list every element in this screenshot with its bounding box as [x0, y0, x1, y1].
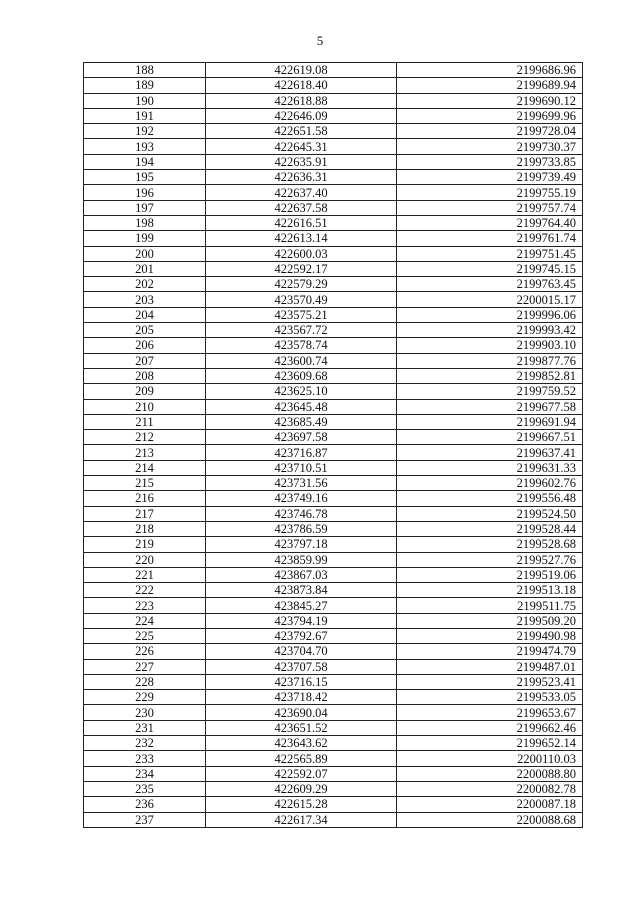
x-coordinate-cell: 423859.99 [206, 552, 397, 567]
table-row [84, 674, 583, 689]
y-coordinate-cell: 2200110.03 [397, 751, 583, 766]
y-coordinate-cell: 2200087.18 [397, 797, 583, 812]
table-row [84, 797, 583, 812]
point-number-cell: 212 [84, 430, 206, 445]
table-row [84, 78, 583, 93]
y-coordinate-cell: 2199662.46 [397, 720, 583, 735]
x-coordinate-cell: 423570.49 [206, 292, 397, 307]
x-coordinate-cell: 423690.04 [206, 705, 397, 720]
table-row [84, 460, 583, 475]
table-row [84, 231, 583, 246]
table-row [84, 307, 583, 322]
point-number-cell: 210 [84, 399, 206, 414]
y-coordinate-cell: 2199523.41 [397, 674, 583, 689]
y-coordinate-cell: 2199602.76 [397, 476, 583, 491]
point-number-cell: 218 [84, 521, 206, 536]
y-coordinate-cell: 2199759.52 [397, 384, 583, 399]
x-coordinate-cell: 423716.15 [206, 674, 397, 689]
point-number-cell: 209 [84, 384, 206, 399]
point-number-cell: 220 [84, 552, 206, 567]
point-number-cell: 213 [84, 445, 206, 460]
x-coordinate-cell: 423697.58 [206, 430, 397, 445]
x-coordinate-cell: 423867.03 [206, 567, 397, 582]
x-coordinate-cell: 422565.89 [206, 751, 397, 766]
table-row [84, 277, 583, 292]
x-coordinate-cell: 422609.29 [206, 781, 397, 796]
table-row [84, 628, 583, 643]
x-coordinate-cell: 423794.19 [206, 613, 397, 628]
table-row [84, 506, 583, 521]
table-row [84, 384, 583, 399]
x-coordinate-cell: 423873.84 [206, 583, 397, 598]
point-number-cell: 203 [84, 292, 206, 307]
y-coordinate-cell: 2199490.98 [397, 628, 583, 643]
table-row [84, 445, 583, 460]
point-number-cell: 193 [84, 139, 206, 154]
table-row [84, 598, 583, 613]
y-coordinate-cell: 2199637.41 [397, 445, 583, 460]
point-number-cell: 224 [84, 613, 206, 628]
y-coordinate-cell: 2199513.18 [397, 583, 583, 598]
table-row [84, 124, 583, 139]
table-row [84, 751, 583, 766]
table-row [84, 246, 583, 261]
table-row [84, 430, 583, 445]
x-coordinate-cell: 423625.10 [206, 384, 397, 399]
x-coordinate-cell: 423567.72 [206, 323, 397, 338]
table-row [84, 736, 583, 751]
point-number-cell: 191 [84, 108, 206, 123]
table-row [84, 537, 583, 552]
y-coordinate-cell: 2199903.10 [397, 338, 583, 353]
y-coordinate-cell: 2199519.06 [397, 567, 583, 582]
point-number-cell: 195 [84, 170, 206, 185]
x-coordinate-cell: 422592.07 [206, 766, 397, 781]
table-row [84, 170, 583, 185]
y-coordinate-cell: 2199852.81 [397, 368, 583, 383]
y-coordinate-cell: 2199509.20 [397, 613, 583, 628]
x-coordinate-cell: 423600.74 [206, 353, 397, 368]
y-coordinate-cell: 2199993.42 [397, 323, 583, 338]
table-row [84, 399, 583, 414]
table-row [84, 720, 583, 735]
x-coordinate-cell: 422635.91 [206, 154, 397, 169]
y-coordinate-cell: 2200088.68 [397, 812, 583, 827]
page-number: 5 [316, 33, 324, 48]
y-coordinate-cell: 2199677.58 [397, 399, 583, 414]
y-coordinate-cell: 2199474.79 [397, 644, 583, 659]
x-coordinate-cell: 422636.31 [206, 170, 397, 185]
table-row [84, 292, 583, 307]
point-number-cell: 234 [84, 766, 206, 781]
table-row [84, 323, 583, 338]
y-coordinate-cell: 2199728.04 [397, 124, 583, 139]
table-row [84, 552, 583, 567]
point-number-cell: 189 [84, 78, 206, 93]
table-row [84, 63, 583, 78]
y-coordinate-cell: 2199689.94 [397, 78, 583, 93]
point-number-cell: 232 [84, 736, 206, 751]
table-row [84, 644, 583, 659]
table-row [84, 567, 583, 582]
point-number-cell: 192 [84, 124, 206, 139]
point-number-cell: 188 [84, 63, 206, 78]
y-coordinate-cell: 2199527.76 [397, 552, 583, 567]
y-coordinate-cell: 2200088.80 [397, 766, 583, 781]
x-coordinate-cell: 423710.51 [206, 460, 397, 475]
x-coordinate-cell: 422618.40 [206, 78, 397, 93]
x-coordinate-cell: 423643.62 [206, 736, 397, 751]
point-number-cell: 201 [84, 261, 206, 276]
x-coordinate-cell: 422615.28 [206, 797, 397, 812]
point-number-cell: 199 [84, 231, 206, 246]
x-coordinate-cell: 422637.40 [206, 185, 397, 200]
point-number-cell: 230 [84, 705, 206, 720]
point-number-cell: 200 [84, 246, 206, 261]
y-coordinate-cell: 2199730.37 [397, 139, 583, 154]
point-number-cell: 211 [84, 414, 206, 429]
table-row [84, 338, 583, 353]
point-number-cell: 204 [84, 307, 206, 322]
table-row [84, 766, 583, 781]
point-number-cell: 233 [84, 751, 206, 766]
table-row [84, 368, 583, 383]
coordinates-table-body [84, 63, 583, 828]
x-coordinate-cell: 422613.14 [206, 231, 397, 246]
point-number-cell: 198 [84, 215, 206, 230]
y-coordinate-cell: 2199699.96 [397, 108, 583, 123]
y-coordinate-cell: 2199487.01 [397, 659, 583, 674]
x-coordinate-cell: 422592.17 [206, 261, 397, 276]
point-number-cell: 206 [84, 338, 206, 353]
point-number-cell: 217 [84, 506, 206, 521]
y-coordinate-cell: 2199686.96 [397, 63, 583, 78]
point-number-cell: 216 [84, 491, 206, 506]
y-coordinate-cell: 2199667.51 [397, 430, 583, 445]
table-row [84, 491, 583, 506]
point-number-cell: 196 [84, 185, 206, 200]
y-coordinate-cell: 2199757.74 [397, 200, 583, 215]
point-number-cell: 219 [84, 537, 206, 552]
table-row [84, 781, 583, 796]
x-coordinate-cell: 423746.78 [206, 506, 397, 521]
point-number-cell: 202 [84, 277, 206, 292]
y-coordinate-cell: 2199691.94 [397, 414, 583, 429]
point-number-cell: 226 [84, 644, 206, 659]
point-number-cell: 237 [84, 812, 206, 827]
table-row [84, 108, 583, 123]
y-coordinate-cell: 2199877.76 [397, 353, 583, 368]
point-number-cell: 205 [84, 323, 206, 338]
y-coordinate-cell: 2199764.40 [397, 215, 583, 230]
x-coordinate-cell: 422616.51 [206, 215, 397, 230]
table-row [84, 215, 583, 230]
y-coordinate-cell: 2199745.15 [397, 261, 583, 276]
x-coordinate-cell: 422619.08 [206, 63, 397, 78]
x-coordinate-cell: 423749.16 [206, 491, 397, 506]
point-number-cell: 235 [84, 781, 206, 796]
point-number-cell: 231 [84, 720, 206, 735]
y-coordinate-cell: 2199652.14 [397, 736, 583, 751]
table-row [84, 583, 583, 598]
x-coordinate-cell: 422651.58 [206, 124, 397, 139]
x-coordinate-cell: 422579.29 [206, 277, 397, 292]
table-row [84, 613, 583, 628]
y-coordinate-cell: 2199528.44 [397, 521, 583, 536]
table-row [84, 690, 583, 705]
y-coordinate-cell: 2199996.06 [397, 307, 583, 322]
x-coordinate-cell: 422617.34 [206, 812, 397, 827]
x-coordinate-cell: 423575.21 [206, 307, 397, 322]
x-coordinate-cell: 422637.58 [206, 200, 397, 215]
point-number-cell: 229 [84, 690, 206, 705]
point-number-cell: 236 [84, 797, 206, 812]
x-coordinate-cell: 422600.03 [206, 246, 397, 261]
table-row [84, 705, 583, 720]
x-coordinate-cell: 423797.18 [206, 537, 397, 552]
y-coordinate-cell: 2199761.74 [397, 231, 583, 246]
y-coordinate-cell: 2199528.68 [397, 537, 583, 552]
point-number-cell: 207 [84, 353, 206, 368]
x-coordinate-cell: 423792.67 [206, 628, 397, 643]
point-number-cell: 197 [84, 200, 206, 215]
table-row [84, 185, 583, 200]
x-coordinate-cell: 423845.27 [206, 598, 397, 613]
table-row [84, 353, 583, 368]
point-number-cell: 228 [84, 674, 206, 689]
table-row [84, 659, 583, 674]
point-number-cell: 208 [84, 368, 206, 383]
table-row [84, 261, 583, 276]
table-row [84, 521, 583, 536]
table-row [84, 93, 583, 108]
y-coordinate-cell: 2199733.85 [397, 154, 583, 169]
y-coordinate-cell: 2200082.78 [397, 781, 583, 796]
x-coordinate-cell: 422646.09 [206, 108, 397, 123]
table-row [84, 200, 583, 215]
point-number-cell: 225 [84, 628, 206, 643]
y-coordinate-cell: 2199739.49 [397, 170, 583, 185]
x-coordinate-cell: 423716.87 [206, 445, 397, 460]
table-row [84, 139, 583, 154]
y-coordinate-cell: 2199763.45 [397, 277, 583, 292]
point-number-cell: 221 [84, 567, 206, 582]
x-coordinate-cell: 422618.88 [206, 93, 397, 108]
x-coordinate-cell: 422645.31 [206, 139, 397, 154]
x-coordinate-cell: 423786.59 [206, 521, 397, 536]
x-coordinate-cell: 423645.48 [206, 399, 397, 414]
y-coordinate-cell: 2199755.19 [397, 185, 583, 200]
y-coordinate-cell: 2199631.33 [397, 460, 583, 475]
x-coordinate-cell: 423685.49 [206, 414, 397, 429]
point-number-cell: 222 [84, 583, 206, 598]
y-coordinate-cell: 2199511.75 [397, 598, 583, 613]
y-coordinate-cell: 2200015.17 [397, 292, 583, 307]
y-coordinate-cell: 2199751.45 [397, 246, 583, 261]
y-coordinate-cell: 2199653.67 [397, 705, 583, 720]
y-coordinate-cell: 2199690.12 [397, 93, 583, 108]
x-coordinate-cell: 423718.42 [206, 690, 397, 705]
x-coordinate-cell: 423651.52 [206, 720, 397, 735]
x-coordinate-cell: 423609.68 [206, 368, 397, 383]
point-number-cell: 214 [84, 460, 206, 475]
x-coordinate-cell: 423704.70 [206, 644, 397, 659]
point-number-cell: 223 [84, 598, 206, 613]
coordinates-table [83, 62, 583, 828]
point-number-cell: 215 [84, 476, 206, 491]
x-coordinate-cell: 423731.56 [206, 476, 397, 491]
point-number-cell: 227 [84, 659, 206, 674]
table-row [84, 154, 583, 169]
x-coordinate-cell: 423578.74 [206, 338, 397, 353]
point-number-cell: 194 [84, 154, 206, 169]
x-coordinate-cell: 423707.58 [206, 659, 397, 674]
y-coordinate-cell: 2199524.50 [397, 506, 583, 521]
point-number-cell: 190 [84, 93, 206, 108]
table-row [84, 414, 583, 429]
y-coordinate-cell: 2199556.48 [397, 491, 583, 506]
table-row [84, 812, 583, 827]
table-row [84, 476, 583, 491]
y-coordinate-cell: 2199533.05 [397, 690, 583, 705]
